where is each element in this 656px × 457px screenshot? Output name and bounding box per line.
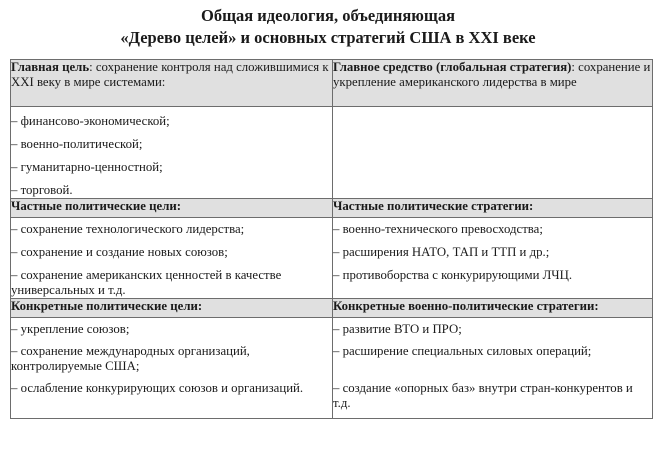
main-goal-systems-list — [11, 107, 333, 199]
list-item: – сохранение международных организаций, контролируемые США; — [11, 344, 250, 373]
list-item: – сохранение и создание новых союзов; — [11, 245, 228, 259]
list-item: – финансово-экономической; — [11, 114, 170, 128]
list-item: – расширение специальных силовых операций; — [333, 344, 592, 358]
list-item: – сохранение технологического лидерства; — [11, 222, 245, 236]
list-item: – военно-технического превосходства; — [333, 222, 543, 236]
document-title-line-2: «Дерево целей» и основных стратегий США в XXI веке — [120, 28, 536, 47]
main-goal-label: Главная цель — [11, 60, 90, 74]
list-item: – сохранение американских ценностей в качестве универсальных и т.д. — [11, 268, 282, 297]
concrete-strategies-list — [333, 318, 653, 419]
main-goal-text: : сохранение контроля над сложившимися к XXI веку в мире системами: — [11, 60, 329, 89]
list-item: – гуманитарно-ценностной; — [11, 160, 163, 174]
list-item: – торговой. — [11, 183, 73, 197]
private-strategies-list — [333, 218, 653, 299]
list-item: – развитие ВТО и ПРО; — [333, 322, 462, 336]
row-main-goal-body — [11, 107, 653, 199]
list-item: – ослабление конкурирующих союзов и организаций. — [11, 381, 304, 395]
main-means-text: : сохранение и укрепление американского лидерства в мире — [333, 60, 651, 89]
document-title-line-1: Общая идеология, объединяющая — [200, 6, 456, 25]
concrete-goals-header: Конкретные политические цели: — [11, 299, 333, 318]
row-private-header — [11, 199, 653, 218]
private-strategies-header: Частные политические стратегии: — [333, 199, 653, 218]
list-item: – противоборства с конкурирующими ЛЧЦ. — [333, 268, 573, 282]
list-item: – укрепление союзов; — [11, 322, 130, 336]
main-means-label: Главное средство (глобальная стратегия) — [333, 60, 572, 74]
row-private-body — [11, 218, 653, 299]
list-item: – военно-политической; — [11, 137, 143, 151]
concrete-strategies-header: Конкретные военно-политические стратегии: — [333, 299, 653, 318]
row-concrete-header — [11, 299, 653, 318]
private-goals-list — [11, 218, 333, 299]
goals-strategies-table — [10, 59, 653, 419]
main-goal-header-cell — [11, 60, 333, 107]
row-main-goal-header — [11, 60, 653, 107]
main-means-empty-cell — [333, 107, 653, 199]
row-concrete-body — [11, 318, 653, 419]
concrete-goals-list — [11, 318, 333, 419]
private-goals-header: Частные политические цели: — [11, 199, 333, 218]
list-item: – расширения НАТО, ТАП и ТТП и др.; — [333, 245, 550, 259]
list-item: – создание «опорных баз» внутри стран-конкурентов и т.д. — [333, 381, 633, 410]
main-means-header-cell — [333, 60, 653, 107]
